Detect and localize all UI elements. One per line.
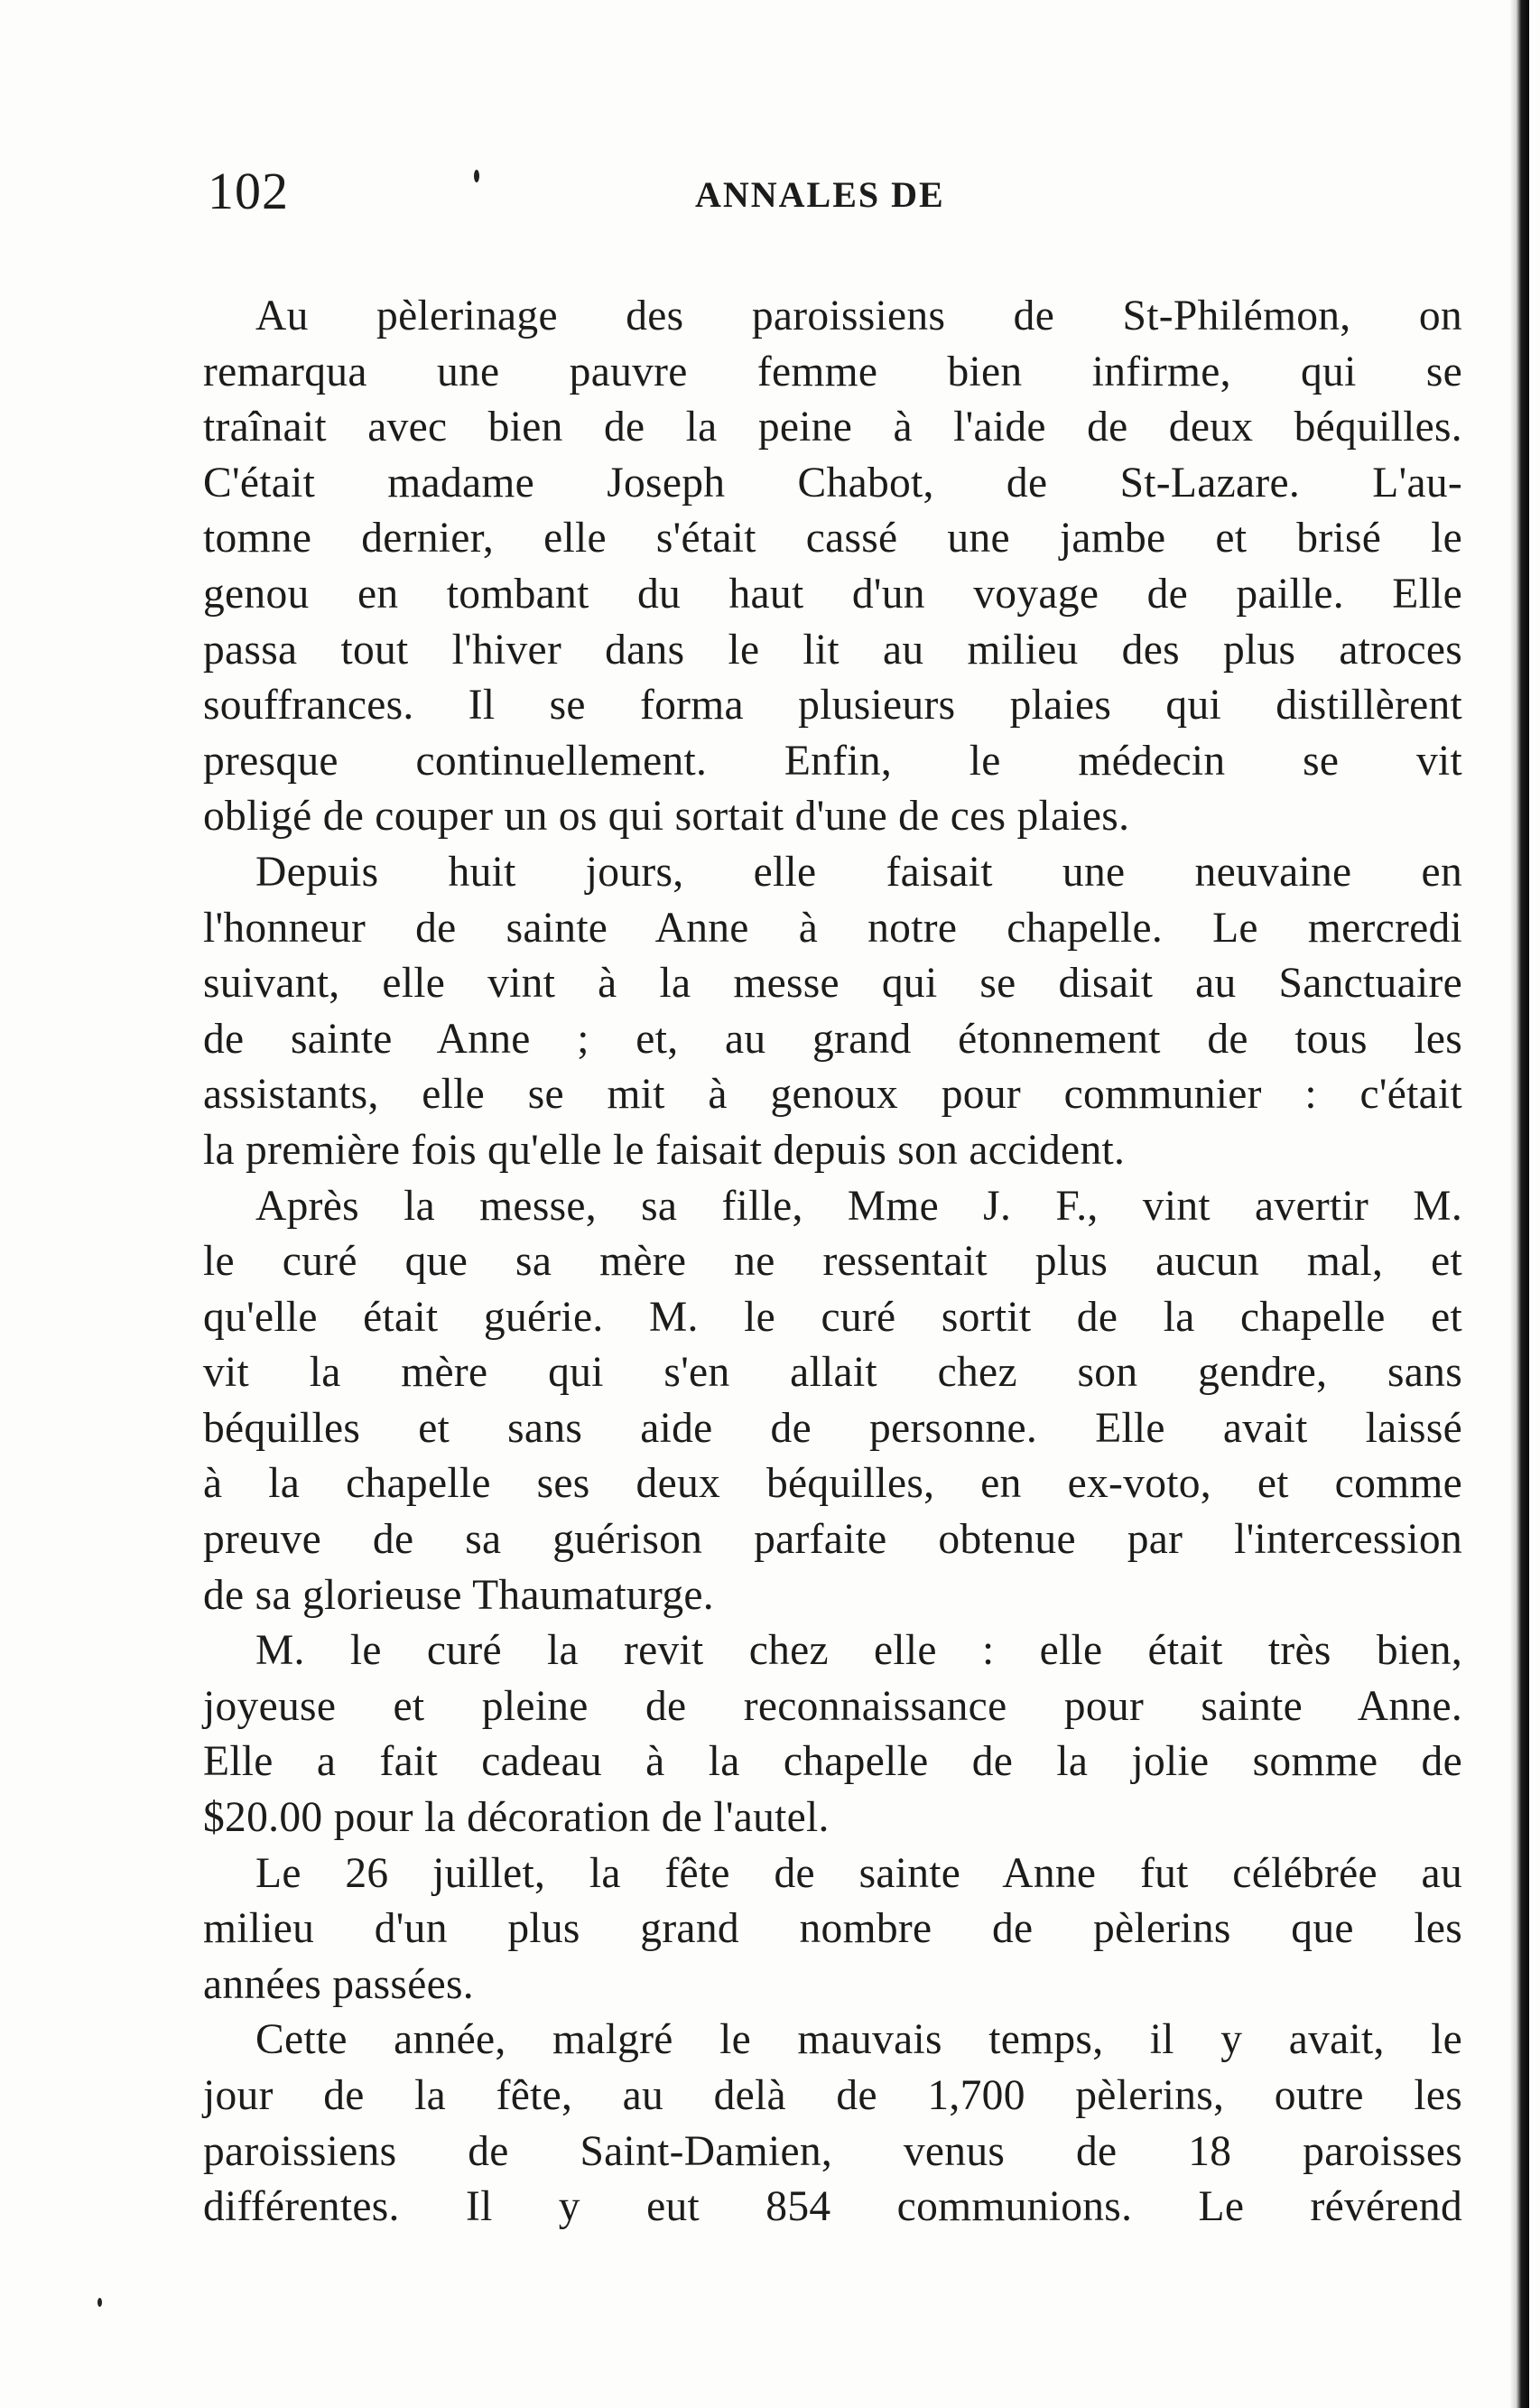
- text-line: années passées.: [203, 1960, 474, 2008]
- text-line: de sa glorieuse Thaumaturge.: [203, 1571, 714, 1619]
- text-line: différentes. Il y eut 854 communions. Le révérend: [203, 2183, 1462, 2231]
- text-line: Elle a fait cadeau à la chapelle de la jolie somme de: [203, 1738, 1462, 1786]
- text-line: tomne dernier, elle s'était cassé une jambe et brisé le: [203, 515, 1462, 562]
- text-line: la première fois qu'elle le faisait depuis son accident.: [203, 1126, 1126, 1174]
- text-line: assistants, elle se mit à genoux pour communier : c'était: [203, 1071, 1462, 1119]
- text-line: à la chapelle ses deux béquilles, en ex-voto, et comme: [203, 1460, 1462, 1508]
- page-header: [208, 161, 1471, 224]
- text-line: genou en tombant du haut d'un voyage de paille. Elle: [203, 570, 1462, 618]
- text-line: M. le curé la revit chez elle : elle était très bien,: [255, 1627, 1462, 1675]
- ink-speck: [474, 170, 479, 182]
- text-line: de sainte Anne ; et, au grand étonnement de tous les: [203, 1015, 1462, 1063]
- text-line: vit la mère qui s'en allait chez son gendre, sans: [203, 1349, 1462, 1397]
- ink-speck: [97, 2298, 102, 2307]
- text-line: qu'elle était guérie. M. le curé sortit de la chapelle et: [203, 1293, 1462, 1341]
- text-line: Après la messe, sa fille, Mme J. F., vint avertir M.: [255, 1182, 1462, 1230]
- text-line: C'était madame Joseph Chabot, de St-Lazare. L'au-: [203, 459, 1462, 507]
- text-line: obligé de couper un os qui sortait d'une de ces plaies.: [203, 793, 1130, 841]
- page-edge-shadow: [1509, 0, 1529, 2408]
- text-line: Cette année, malgré le mauvais temps, il y avait, le: [255, 2016, 1462, 2064]
- text-line: $20.00 pour la décoration de l'autel.: [203, 1794, 830, 1842]
- text-line: suivant, elle vint à la messe qui se disait au Sanctuaire: [203, 960, 1462, 1008]
- text-line: remarqua une pauvre femme bien infirme, qui se: [203, 348, 1462, 395]
- text-line: Au pèlerinage des paroissiens de St-Philémon, on: [255, 293, 1462, 339]
- text-line: milieu d'un plus grand nombre de pèlerins que les: [203, 1905, 1462, 1953]
- text-line: béquilles et sans aide de personne. Elle avait laissé: [203, 1404, 1462, 1452]
- text-line: Depuis huit jours, elle faisait une neuvaine en: [255, 848, 1462, 896]
- text-line: joyeuse et pleine de reconnaissance pour sainte Anne.: [203, 1682, 1462, 1730]
- text-line: paroissiens de Saint-Damien, venus de 18 paroisses: [203, 2127, 1462, 2175]
- text-line: Le 26 juillet, la fête de sainte Anne fut célébrée au: [255, 1849, 1462, 1897]
- running-title: ANNALES DE: [695, 174, 945, 215]
- text-line: le curé que sa mère ne ressentait plus aucun mal, et: [203, 1238, 1462, 1286]
- text-line: preuve de sa guérison parfaite obtenue par l'intercession: [203, 1516, 1462, 1564]
- text-line: jour de la fête, au delà de 1,700 pèlerins, outre les: [203, 2072, 1462, 2119]
- text-line: souffrances. Il se forma plusieurs plaies qui distillèrent: [203, 682, 1462, 730]
- text-line: presque continuellement. Enfin, le médecin se vit: [203, 737, 1462, 785]
- text-line: passa tout l'hiver dans le lit au milieu des plus atroces: [203, 626, 1462, 674]
- text-line: traînait avec bien de la peine à l'aide de deux béquilles.: [203, 404, 1462, 451]
- text-line: l'honneur de sainte Anne à notre chapelle. Le mercredi: [203, 904, 1462, 952]
- page-number: 102: [208, 162, 289, 220]
- body-text: [203, 289, 1462, 2236]
